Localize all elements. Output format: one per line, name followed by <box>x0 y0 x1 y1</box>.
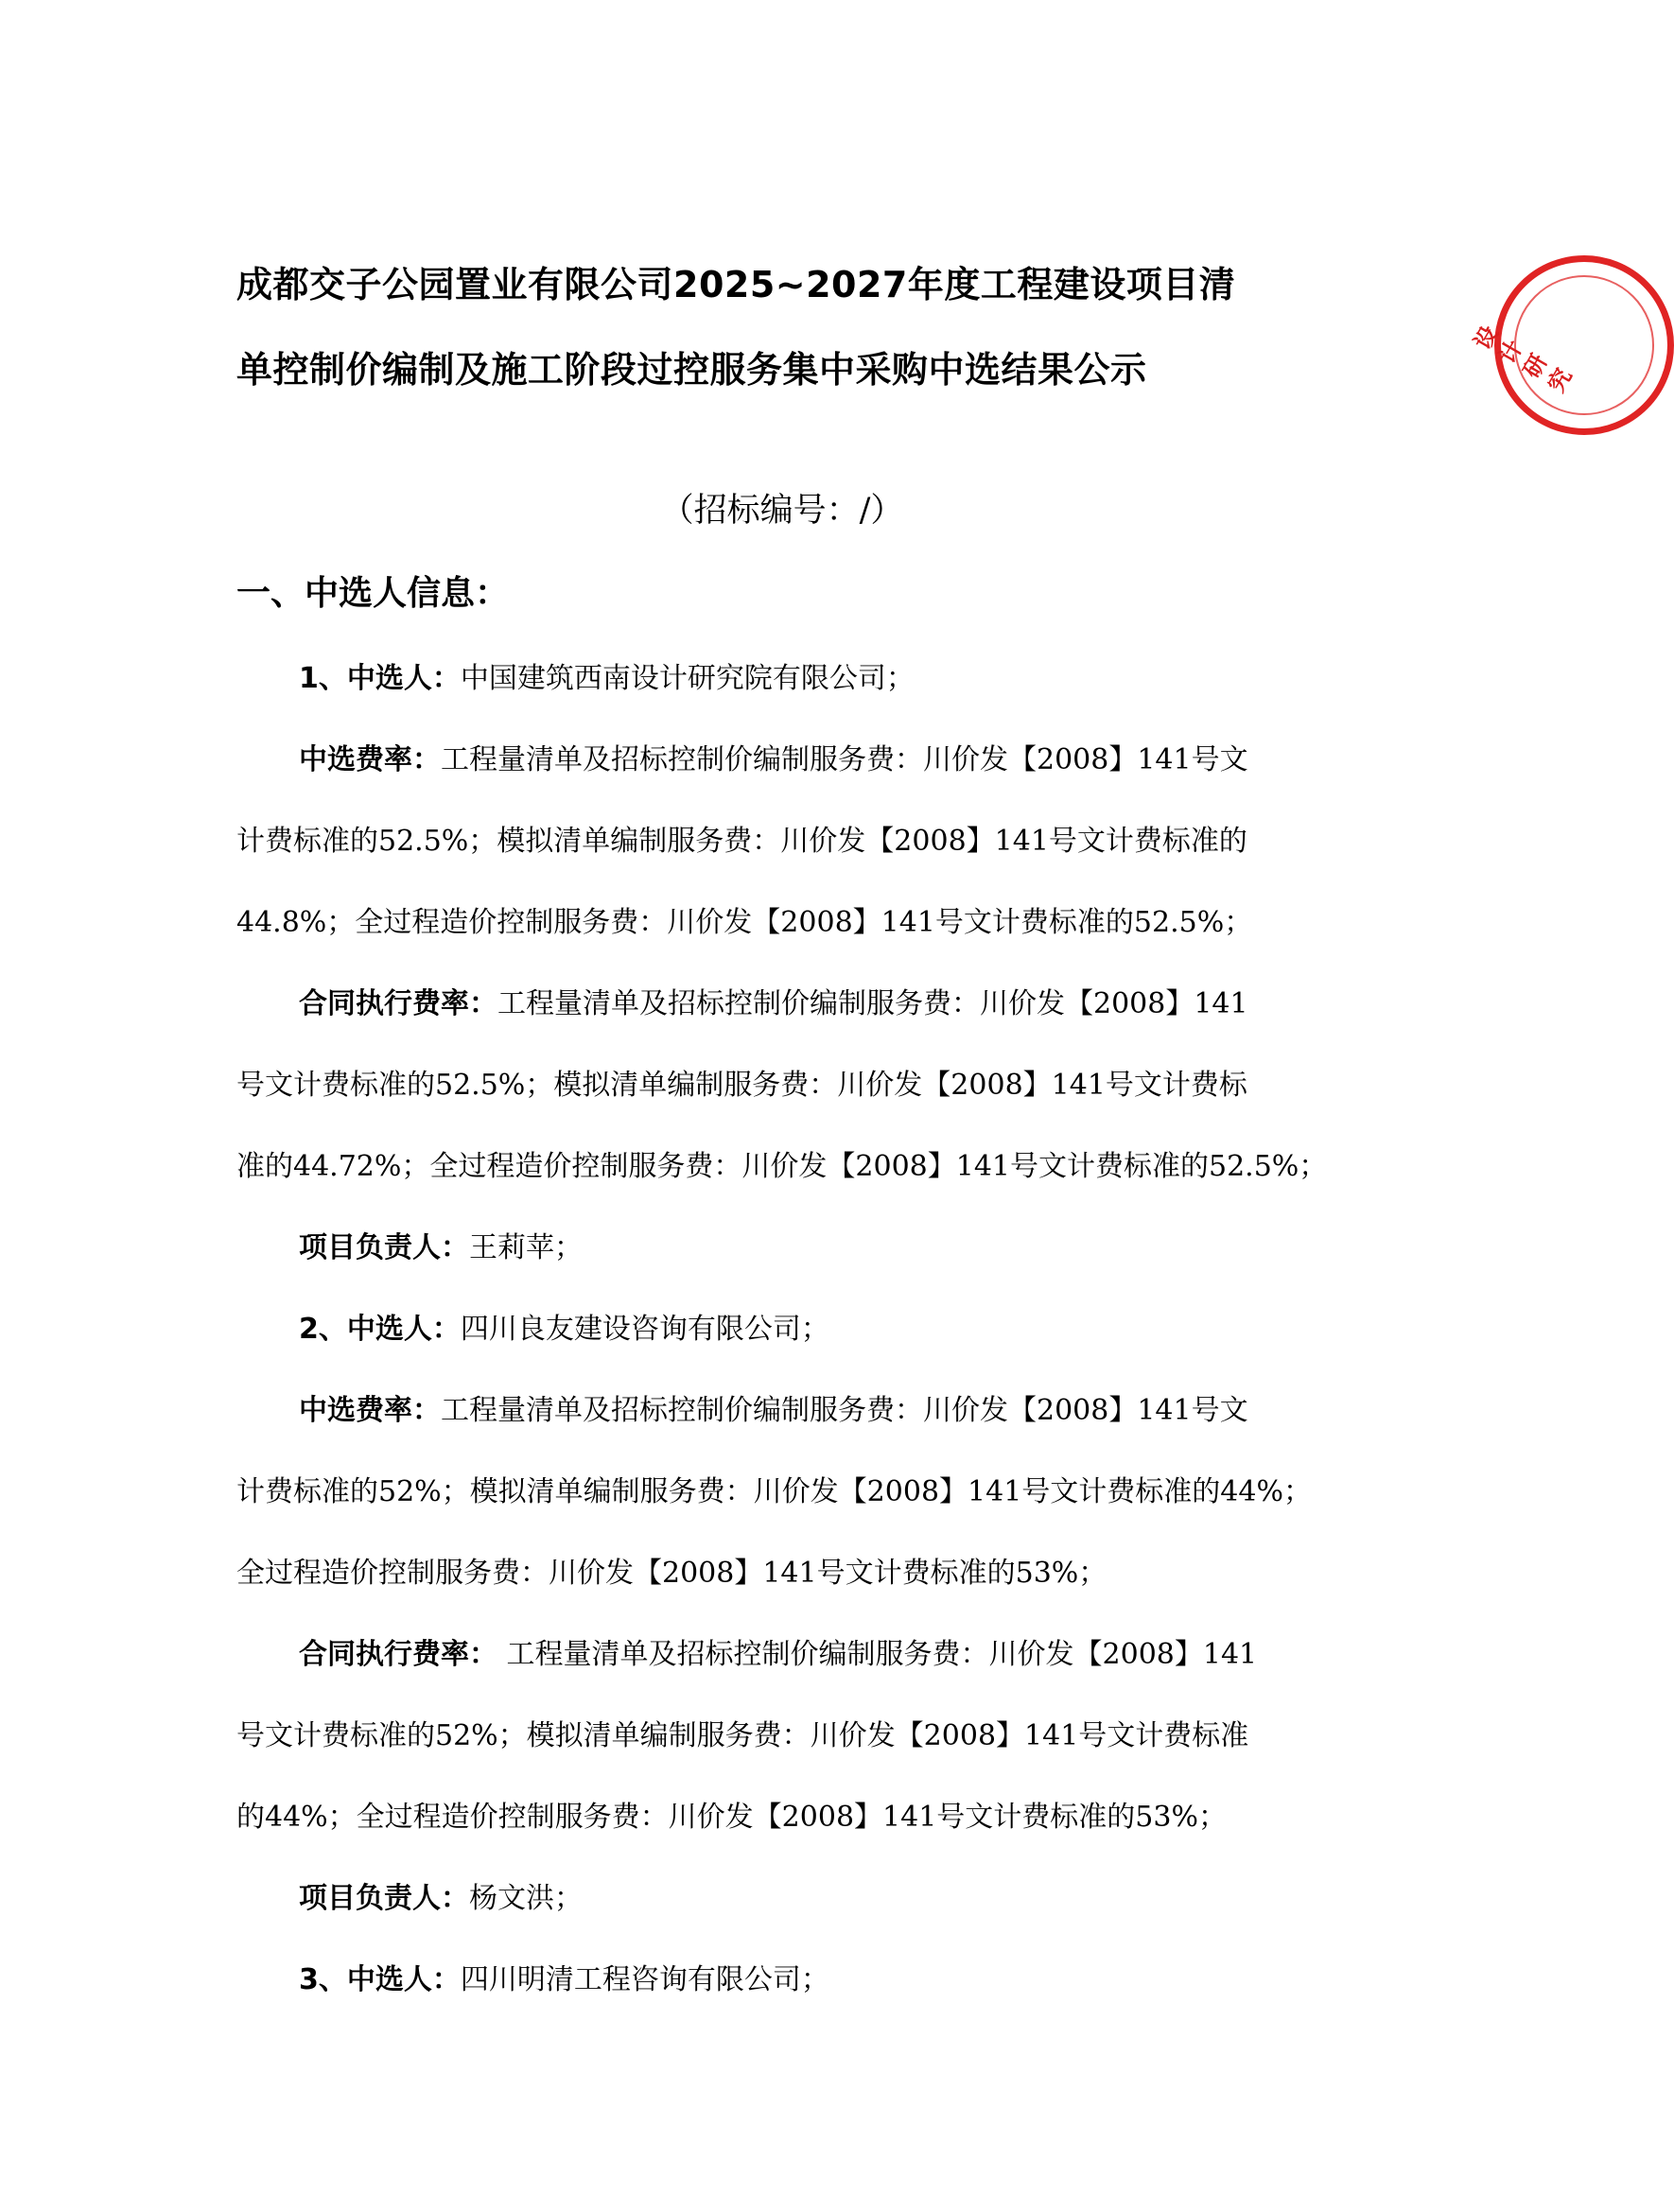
candidate-2-rate-label: 中选费率： <box>299 1394 441 1427</box>
company-seal <box>1469 255 1674 435</box>
candidate-2-contract-line-1 <box>299 1636 1334 1674</box>
candidate-2-name: 四川良友建设咨询有限公司； <box>460 1313 829 1346</box>
section-heading-winner-info: 一、中选人信息： <box>236 574 510 613</box>
candidate-1-name-line <box>299 660 1334 698</box>
candidate-2-leader-line <box>299 1880 1334 1918</box>
candidate-1-leader-label: 项目负责人： <box>299 1231 469 1264</box>
candidate-1-leader: 王莉苹； <box>469 1231 583 1264</box>
company-seal-text: 设计研究 <box>1469 321 1578 397</box>
candidate-2-contract-line-2: 号文计费标准的52%；模拟清单编制服务费：川价发【2008】141号文计费标准 <box>236 1719 1249 1752</box>
candidate-1-name: 中国建筑西南设计研究院有限公司； <box>460 662 915 695</box>
document-title-line-1: 成都交子公园置业有限公司2025~2027年度工程建设项目清 <box>236 264 1236 305</box>
candidate-1-rate-line-1 <box>299 741 1334 779</box>
bid-number: （招标编号：/） <box>660 492 904 530</box>
candidate-1-rate-label: 中选费率： <box>299 743 441 776</box>
candidate-2-contract-label: 合同执行费率： <box>299 1638 497 1671</box>
candidate-2-rate-text-1: 工程量清单及招标控制价编制服务费：川价发【2008】141号文 <box>441 1394 1248 1427</box>
candidate-2-rate-line-1 <box>299 1392 1334 1430</box>
candidate-2-leader: 杨文洪； <box>469 1882 583 1915</box>
candidate-2-contract-line-3: 的44%；全过程造价控制服务费：川价发【2008】141号文计费标准的53%； <box>236 1801 1227 1834</box>
candidate-3-name-line <box>299 1961 1334 1999</box>
candidate-1-rate-text-1: 工程量清单及招标控制价编制服务费：川价发【2008】141号文 <box>441 743 1248 776</box>
candidate-1-contract-text-1: 工程量清单及招标控制价编制服务费：川价发【2008】141 <box>497 987 1248 1020</box>
candidate-1-rate-line-2: 计费标准的52.5%；模拟清单编制服务费：川价发【2008】141号文计费标准的 <box>236 825 1247 858</box>
candidate-1-rate-line-3: 44.8%；全过程造价控制服务费：川价发【2008】141号文计费标准的52.5%； <box>236 906 1253 939</box>
candidate-2-leader-label: 项目负责人： <box>299 1882 469 1915</box>
candidate-1-contract-line-1 <box>299 985 1334 1023</box>
candidate-1-contract-line-3: 准的44.72%；全过程造价控制服务费：川价发【2008】141号文计费标准的52.5%； <box>236 1150 1328 1183</box>
document-title-line-2: 单控制价编制及施工阶段过控服务集中采购中选结果公示 <box>236 349 1147 391</box>
candidate-3-name: 四川明清工程咨询有限公司； <box>460 1963 829 1996</box>
candidate-2-label: 2、中选人： <box>299 1313 461 1346</box>
candidate-1-contract-line-2: 号文计费标准的52.5%；模拟清单编制服务费：川价发【2008】141号文计费标 <box>236 1069 1247 1102</box>
candidate-2-rate-line-2: 计费标准的52%；模拟清单编制服务费：川价发【2008】141号文计费标准的44%； <box>236 1475 1312 1508</box>
candidate-3-label: 3、中选人： <box>299 1963 461 1996</box>
candidate-2-name-line <box>299 1311 1334 1349</box>
candidate-2-contract-text-1: 工程量清单及招标控制价编制服务费：川价发【2008】141 <box>497 1638 1258 1671</box>
candidate-1-contract-label: 合同执行费率： <box>299 987 497 1020</box>
candidate-2-rate-line-3: 全过程造价控制服务费：川价发【2008】141号文计费标准的53%； <box>236 1557 1107 1590</box>
company-seal-inner-ring <box>1514 275 1654 415</box>
candidate-1-leader-line <box>299 1229 1334 1267</box>
candidate-1-label: 1、中选人： <box>299 662 461 695</box>
